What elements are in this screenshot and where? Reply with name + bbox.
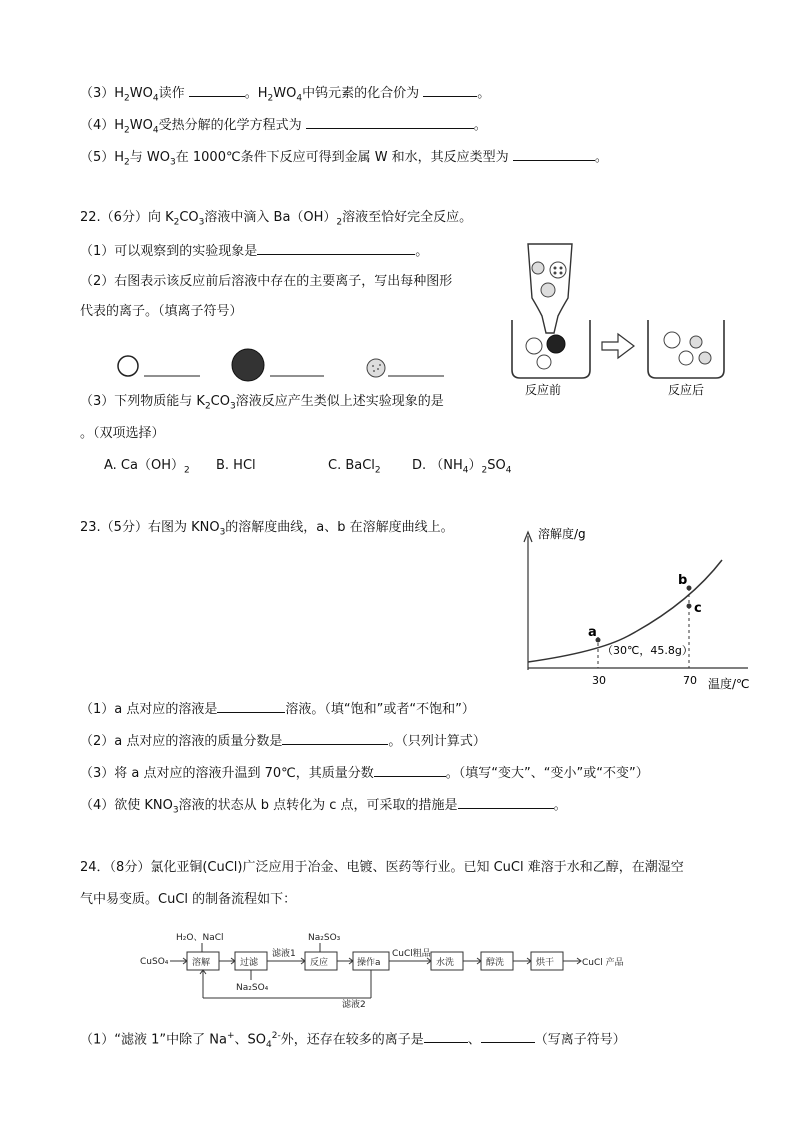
before-label: 反应前 — [525, 383, 562, 397]
white-circle-icon — [118, 356, 138, 376]
answer-blank[interactable] — [374, 762, 446, 777]
q24-stem-line2: 气中易变质。CuCl 的制备流程如下： — [80, 892, 297, 907]
svg-text:水洗: 水洗 — [436, 958, 455, 968]
svg-text:反应: 反应 — [310, 958, 329, 968]
q21-part3: $(3)H_2WO_4$读作 。$H_2WO_4$中钨元素的化合价为 。 — [80, 82, 490, 109]
x-axis-label: 温度/℃ — [708, 677, 750, 690]
q22-part2: （2）右图表示该反应前后溶液中存在的主要离子，写出每种图形 — [80, 274, 453, 289]
q21-part4: $(4)H_2WO_4$受热分解的化学方程式为 。 — [80, 114, 487, 141]
answer-blank[interactable] — [423, 82, 477, 97]
option-c[interactable]: C. BaCl$_2$ — [328, 458, 381, 476]
point-a-label: a — [588, 625, 597, 640]
answer-blank[interactable] — [424, 1028, 468, 1043]
q23-part4: （4）欲使 $KNO_3$溶液的状态从 b 点转化为 c 点，可采取的措施是 。 — [80, 794, 567, 821]
flow-product: CuCl 产品 — [582, 958, 624, 968]
ion-symbol-row — [112, 348, 462, 384]
point-c-label: c — [694, 601, 702, 616]
reaction-diagram — [500, 238, 740, 408]
q23-part3: （3）将 a 点对应的溶液升温到 70℃，其质量分数 。（填写“变大”、“变小”或“不变”） — [80, 762, 649, 784]
q23-part1: （1）a 点对应的溶液是 溶液。（填“饱和”或者“不饱和”） — [80, 698, 475, 720]
option-a[interactable]: A. $Ca(OH)_2$ — [104, 458, 190, 476]
answer-blank[interactable] — [481, 1028, 535, 1043]
q22-stem: 22.（6分）向 $K_2CO_3$溶液中滴入 $Ba(OH)_2$溶液至恰好完全反应。 — [80, 210, 473, 228]
q22-part2-cont: 代表的离子。（填离子符号） — [80, 304, 243, 319]
answer-blank[interactable] — [306, 114, 474, 129]
svg-text:溶解: 溶解 — [192, 958, 211, 968]
y-axis-label: 溶解度/g — [538, 527, 586, 541]
svg-text:醇洗: 醇洗 — [486, 958, 505, 968]
flow-reagent2: Na₂SO₃ — [308, 933, 341, 943]
answer-blank[interactable] — [513, 146, 595, 161]
arrow-right-icon — [602, 334, 634, 358]
flow-reagents1: H₂O、NaCl — [176, 933, 224, 943]
option-d[interactable]: D. $(NH_4)_2SO_4$ — [412, 458, 512, 476]
q22-part1: （1）可以观察到的实验现象是 。 — [80, 240, 428, 262]
answer-blank[interactable] — [189, 82, 245, 97]
flow-byproduct: Na₂SO₄ — [236, 983, 269, 993]
q23-part2: （2）a 点对应的溶液的质量分数是 。（只列计算式） — [80, 730, 486, 752]
flow-chart — [130, 918, 650, 1010]
q21-part5: $(5)H_2$与 $WO_3$在 1000℃条件下反应可得到金属 W 和水，其反应类型为 。 — [80, 146, 608, 173]
svg-text:操作a: 操作a — [357, 958, 381, 968]
answer-blank[interactable] — [282, 730, 388, 745]
svg-text:烘干: 烘干 — [536, 958, 555, 968]
q22-part3-cont: 。（双项选择） — [80, 426, 165, 441]
answer-blank[interactable] — [458, 794, 554, 809]
answer-blank[interactable] — [257, 240, 415, 255]
flow-input: CuSO₄ — [140, 957, 169, 967]
x-tick-30: 30 — [592, 674, 606, 687]
flow-crude: CuCl粗品 — [392, 949, 431, 959]
beaker-after-icon — [648, 320, 724, 378]
x-tick-70: 70 — [683, 674, 697, 687]
option-b[interactable]: B. HCl — [216, 458, 256, 473]
solubility-chart — [508, 520, 760, 690]
q23-stem: 23.（5分）右图为 $KNO_3$的溶解度曲线，a、b 在溶解度曲线上。 — [80, 520, 454, 538]
q24-part1: （1）“滤液 1”中除了 Na+、$SO_4^{2-}$外，还存在较多的离子是 、 （写离子符号） — [80, 1026, 626, 1055]
flow-filtrate2: 滤液2 — [342, 1000, 366, 1010]
point-c — [687, 604, 692, 609]
flow-filtrate1: 滤液1 — [272, 949, 296, 959]
q24-stem-line1: 24．（8分）氯化亚铜(CuCl)广泛应用于冶金、电镀、医药等行业。已知 CuCl 难溶于水和乙醇，在潮湿空 — [80, 860, 684, 875]
svg-text:过滤: 过滤 — [240, 958, 259, 968]
dotted-circle-icon — [367, 359, 385, 377]
point-b-label: b — [678, 573, 688, 588]
point-a-annotation: （30℃，45.8g） — [602, 644, 693, 657]
black-circle-icon — [232, 349, 264, 381]
q22-part3: （3）下列物质能与 $K_2CO_3$溶液反应产生类似上述实验现象的是 — [80, 394, 444, 412]
after-label: 反应后 — [668, 383, 705, 397]
answer-blank[interactable] — [217, 698, 285, 713]
